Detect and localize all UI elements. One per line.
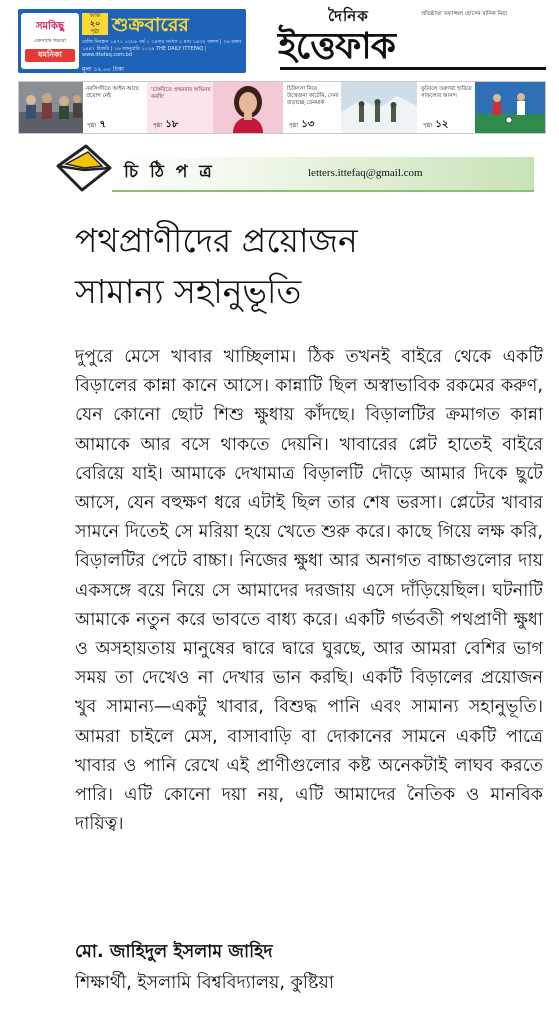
- teaser-headline: চিকিৎসা নিয়ে উত্তেজনা কাটেনি, সেনা বাড়াচ্ছে ডেনমার্ক: [287, 86, 339, 106]
- page-count-suffix: পৃষ্ঠা: [90, 29, 100, 35]
- teaser-page-number: ৭: [99, 119, 106, 130]
- section-title: চি ঠি প ত্র: [124, 162, 215, 182]
- page-count-badge: [82, 13, 108, 35]
- article-body: দুপুরে মেসে খাবার খাচ্ছিলাম। ঠিক তখনই বাইরে থেকে একটি বিড়ালের কান্না কানে আসে। কান্নাটি ছিল অস্বাভাবিক রকমের করুণ, যেন কোনো ছোট শিশু ক্ষুধায় কাঁদছে। বিড়ালটির ক্রমাগত কান্না আমাকে আর বসে থাকতে দেয়নি। খাবারের প্লেট হাতেই বাইরে বেরিয়ে যাই। আমাকে দেখামাত্র বিড়ালটি দৌড়ে আমার দিকে ছুটে আসে, যেন বহুক্ষণ ধরে এটাই ছিল তার শেষ ভরসা। প্লেটের খাবার সামনে দিতেই সে মরিয়া হয়ে খেতে শুরু করে। কাছে গিয়ে লক্ষ করি, বিড়ালটির পেটে বাচ্চা। নিজের ক্ষুধা আর অনাগত বাচ্চাগুলোর দায় একসঙ্গে বয়ে নিয়ে সে আমাদের দরজায় এসে দাঁড়িয়েছিল। ঘটনাটি আমাকে নতুন করে ভাবতে বাধ্য করে। একটি গর্ভবতী পথপ্রাণী ক্ষুধা ও অসহায়তায় মানুষের দ্বারে দ্বারে ঘুরছে, আর আমরা বেশির ভাগ সময় তা দেখেও না দেখার ভান করছি। একটি বিড়ালের প্রয়োজন খুব সামান্য—একটু খাবার, বিশুদ্ধ পানি এবং সামান্য সহানুভূতি। আমরা চাইলে মেস, বাসাবাড়ি বা দোকানের সামনে একটি পাত্রে খাবার ও পানি রেখে এই প্রাণীগুলোর কষ্ট অনেকটাই লাঘব করতে পারি। এটি কোনো দয়া নয়, এটি আমাদের নৈতিক ও মানবিক দায়িত্ব।: [75, 347, 543, 835]
- page-count-number: ২০: [89, 19, 101, 28]
- teaser-page-prefix: পৃষ্ঠা: [153, 123, 162, 129]
- actress-portrait-icon: [213, 82, 283, 133]
- issue-price: মূল্য ১২.০০ টাকা: [82, 66, 124, 73]
- logo-underline: [280, 67, 546, 70]
- weekend-supplement-promo: [18, 9, 246, 73]
- teaser-page-number: ১৮: [165, 119, 179, 130]
- teaser-page-ref: [289, 117, 314, 133]
- soldiers-snow-photo-icon: [341, 82, 417, 133]
- supplement-logo-sub: একসাথে গড়বো: [34, 38, 66, 44]
- supplement-logo-brand: ধমনিকা: [25, 49, 75, 62]
- supplement-logo-main: সমকিছু: [35, 21, 65, 32]
- newspaper-brand: [278, 5, 548, 75]
- supplement-title: শুক্রবারের: [112, 14, 189, 36]
- masthead: [0, 0, 559, 78]
- teaser-page-prefix: পৃষ্ঠা: [423, 123, 432, 129]
- headline-line-1: পথপ্রাণীদের প্রয়োজন: [75, 221, 358, 260]
- teaser-page-prefix: পৃষ্ঠা: [87, 123, 96, 129]
- crowd-photo-icon: [19, 82, 83, 133]
- teaser-page-ref: [87, 117, 106, 133]
- teaser-page-number: ১৩: [301, 119, 315, 130]
- envelope-icon: [52, 140, 114, 196]
- supplement-logo: [21, 13, 79, 69]
- author-name: মো. জাহিদুল ইসলাম জাহিদ: [75, 942, 273, 962]
- teaser-page-number: ১২: [435, 119, 449, 130]
- teaser-headline: নরসিংদীতে আইন আছে প্রয়োগ নেই: [86, 86, 139, 99]
- section-email[interactable]: letters.ittefaq@gmail.com: [308, 167, 423, 179]
- teaser-page-ref: [153, 117, 178, 133]
- brand-prefix: দৈনিক: [328, 7, 369, 25]
- issue-metadata: রেজি নিবন্ধন ১৪৭১ ০২৮৮ বর্ষ ১ ৩৪তম সংখ্যা ২ মাঘ ১৪৩২ বঙ্গাব্দ | ২৬ রজব ১৪৪৭ হিজরি | ১৬ জানুয়ারি ২০২৬ THE DAILY ITTEFAQ | www.ittefaq.com.bd: [82, 39, 242, 58]
- teaser-item[interactable]: [417, 82, 545, 133]
- teaser-strip: [18, 81, 546, 134]
- newspaper-logo: ইত্তেফাক: [278, 26, 395, 67]
- football-match-photo-icon: [475, 82, 545, 133]
- page-count-label: আজ: [89, 13, 101, 19]
- letters-section-banner: [52, 140, 484, 196]
- teaser-page-ref: [423, 117, 448, 133]
- article-headline: [75, 215, 495, 317]
- founder-tagline: প্রতিষ্ঠাতা তফাজ্জল হোসেন মানিক মিয়া: [421, 11, 507, 17]
- teaser-item[interactable]: [283, 82, 417, 133]
- teaser-item[interactable]: [147, 82, 283, 133]
- teaser-headline: ফুটবলে তরুণরা হারিয়ে সাফল্যের আনন্দ: [421, 86, 472, 99]
- headline-line-2: সামান্য সহানুভূতি: [75, 272, 302, 311]
- teaser-page-prefix: পৃষ্ঠা: [289, 123, 298, 129]
- teaser-item[interactable]: [19, 82, 147, 133]
- author-affiliation: শিক্ষার্থী, ইসলামি বিশ্ববিদ্যালয়, কুষ্টিয়া: [75, 973, 334, 993]
- teaser-headline: 'চাকরিতে প্রথমবার অভিনয় করছি': [151, 87, 211, 100]
